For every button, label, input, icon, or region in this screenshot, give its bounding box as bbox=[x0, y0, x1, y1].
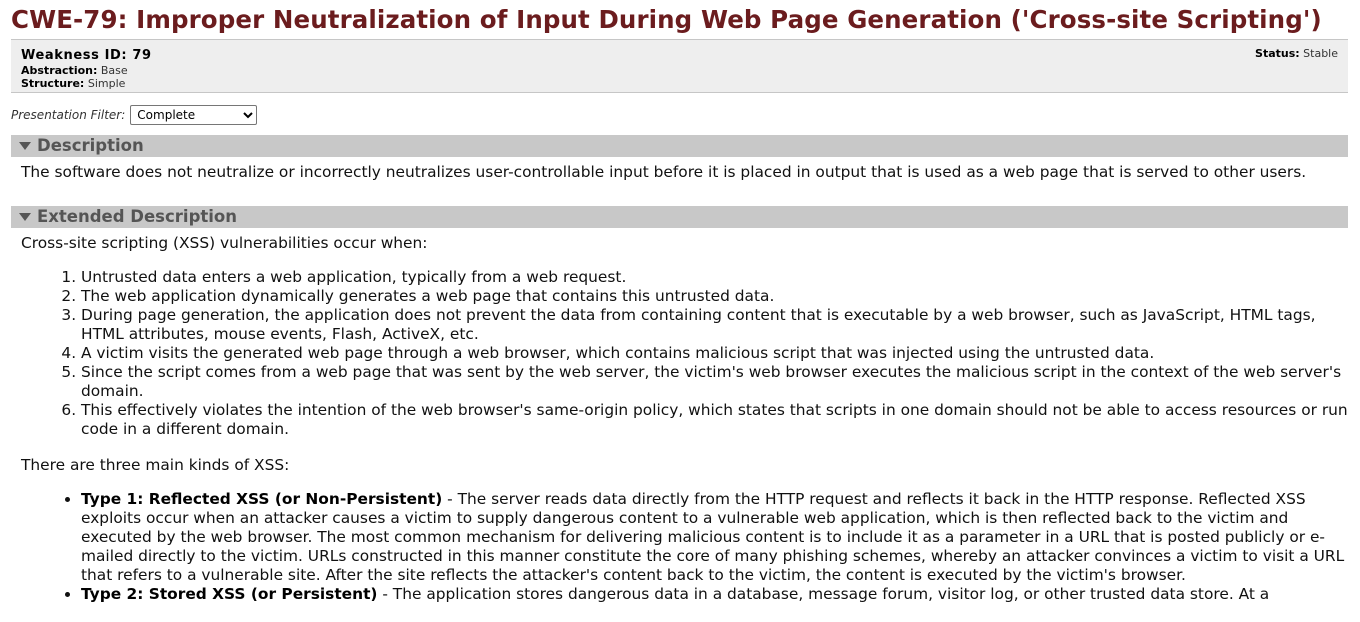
abstraction-value: Base bbox=[100, 64, 128, 77]
list-item: 4. A victim visits the generated web page through a web browser, which contains malicious script that was injected using the untrusted data. bbox=[81, 344, 1350, 363]
presentation-filter bbox=[11, 105, 257, 125]
page-title: CWE-79: Improper Neutralization of Input During Web Page Generation ('Cross-site Scripting') bbox=[11, 5, 1322, 34]
extended-intro: Cross-site scripting (XSS) vulnerabilities occur when: bbox=[21, 234, 428, 252]
structure-row bbox=[21, 77, 152, 90]
structure-label: Structure: bbox=[21, 77, 85, 90]
list-item: 2. The web application dynamically generates a web page that contains this untrusted data. bbox=[81, 287, 1350, 306]
abstraction-row bbox=[21, 64, 152, 77]
kind-name: Type 1: Reflected XSS (or Non-Persistent) bbox=[81, 490, 443, 508]
xss-kinds-list bbox=[21, 490, 1350, 604]
weakness-id: Weakness ID: 79 bbox=[21, 48, 152, 63]
description-header-label: Description bbox=[37, 136, 144, 155]
list-item: 5. Since the script comes from a web page that was sent by the web server, the victim's web browser executes the malicious script in the context of the web server's domain. bbox=[81, 363, 1350, 401]
weakness-meta bbox=[21, 48, 152, 90]
list-item bbox=[81, 585, 1350, 604]
weakness-meta-box bbox=[11, 39, 1348, 93]
list-item: 1. Untrusted data enters a web application, typically from a web request. bbox=[81, 268, 1350, 287]
xss-conditions-list bbox=[21, 268, 1350, 439]
status-label: Status: bbox=[1255, 47, 1300, 60]
presentation-filter-select[interactable] bbox=[130, 105, 257, 125]
triangle-down-icon bbox=[19, 213, 31, 221]
list-item: 6. This effectively violates the intention of the web browser's same-origin policy, which states that scripts in one domain should not be able to access resources or run code in a different domain. bbox=[81, 401, 1350, 439]
status-value: Stable bbox=[1303, 47, 1338, 60]
list-item: 3. During page generation, the application does not prevent the data from containing content that is executable by a web browser, such as JavaScript, HTML tags, HTML attributes, mouse events, Flash, ActiveX, etc. bbox=[81, 306, 1350, 344]
kinds-intro: There are three main kinds of XSS: bbox=[21, 456, 290, 474]
kind-name: Type 2: Stored XSS (or Persistent) bbox=[81, 585, 378, 603]
kind-text: - The server reads data directly from the HTTP request and reflects it back in the HTTP response. Reflected XSS exploits occur when an attacker causes a victim to supply dangerous content to a vulnerable web application, which is then reflected back to the victim and executed by the web browser. The most common mechanism for delivering malicious content is to include it as a parameter in a URL that is posted publicly or e-mailed directly to the victim. URLs constructed in this manner constitute the core of many phishing schemes, whereby an attacker convinces a victim to visit a URL that refers to a vulnerable site. After the site reflects the attacker's content back to the victim, the content is executed by the victim's browser. bbox=[81, 490, 1345, 584]
abstraction-label: Abstraction: bbox=[21, 64, 98, 77]
description-header[interactable] bbox=[11, 135, 1348, 157]
list-item bbox=[81, 490, 1350, 585]
kind-text: - The application stores dangerous data in a database, message forum, visitor log, or other trusted data store. At a bbox=[377, 585, 1270, 603]
presentation-filter-label: Presentation Filter: bbox=[11, 108, 126, 122]
extended-description-header-label: Extended Description bbox=[37, 207, 238, 226]
triangle-down-icon bbox=[19, 142, 31, 150]
extended-description-header[interactable] bbox=[11, 206, 1348, 228]
description-text: The software does not neutralize or incorrectly neutralizes user-controllable input before it is placed in output that is used as a web page that is served to other users. bbox=[21, 163, 1307, 181]
structure-value: Simple bbox=[87, 77, 126, 90]
status-row bbox=[1255, 47, 1338, 60]
